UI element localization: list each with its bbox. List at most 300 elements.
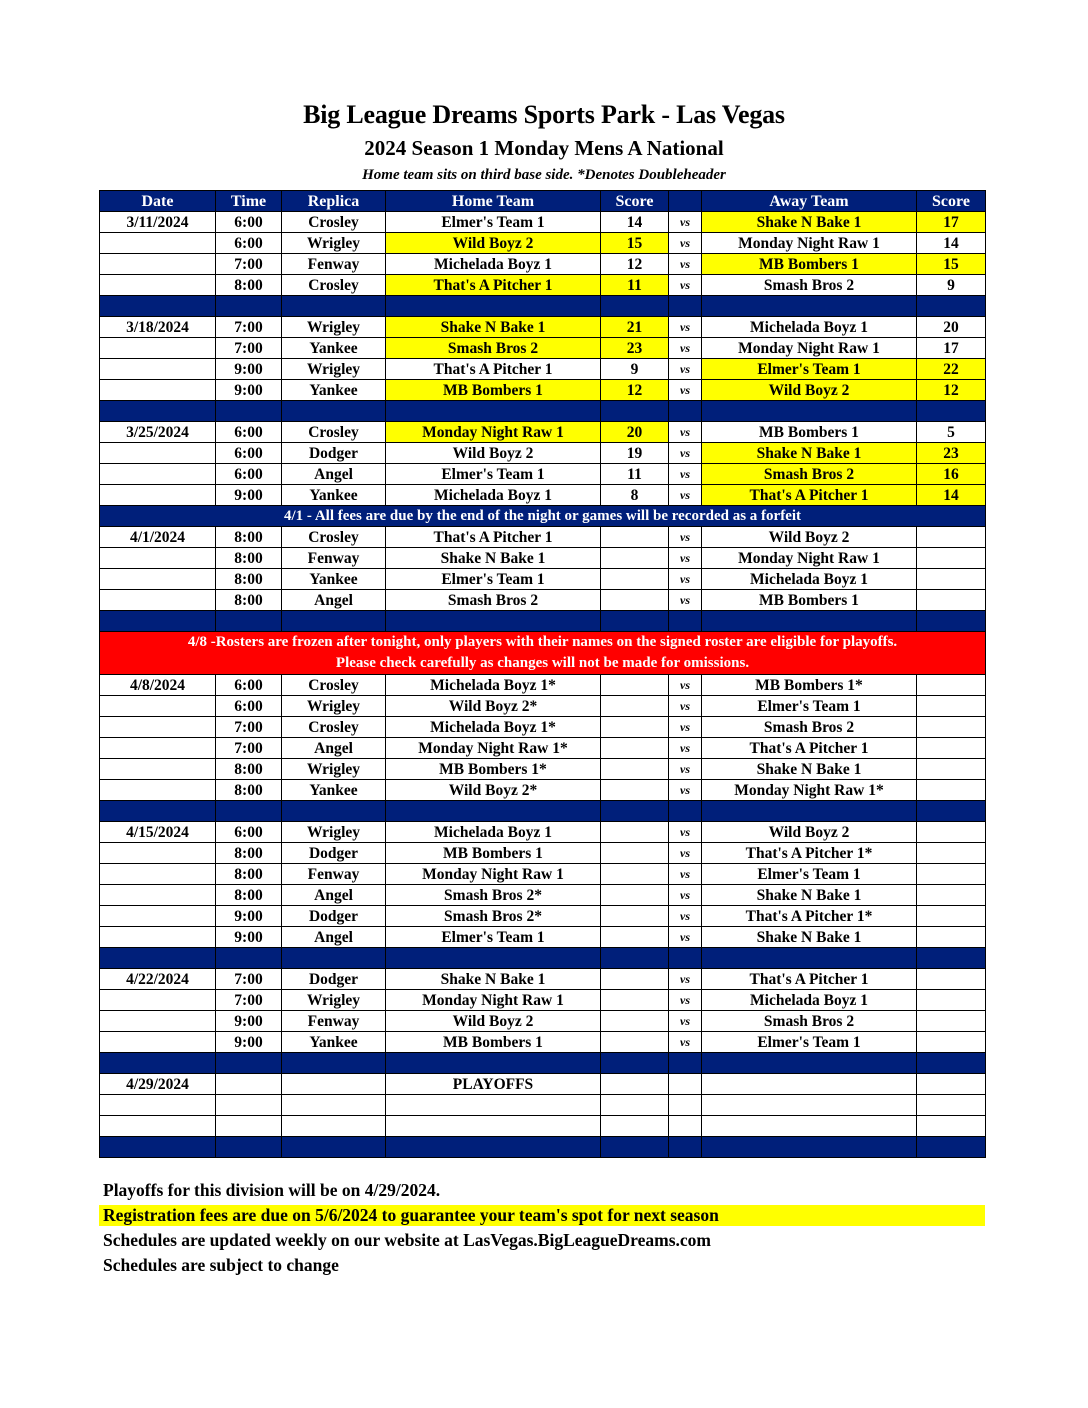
home-score-cell: 14 bbox=[601, 212, 669, 233]
table-row bbox=[100, 590, 986, 611]
date-cell bbox=[100, 927, 216, 948]
field-cell: Yankee bbox=[282, 569, 386, 590]
home-score-cell bbox=[601, 569, 669, 590]
separator-cell bbox=[702, 801, 917, 822]
table-row bbox=[100, 843, 986, 864]
time-cell: 8:00 bbox=[216, 780, 282, 801]
separator-cell bbox=[702, 948, 917, 969]
field-cell: Wrigley bbox=[282, 696, 386, 717]
home-team-cell: Smash Bros 2* bbox=[386, 906, 601, 927]
home-score-cell bbox=[601, 1074, 669, 1095]
home-score-cell: 12 bbox=[601, 380, 669, 401]
vs-cell: vs bbox=[669, 969, 702, 990]
separator-cell bbox=[702, 401, 917, 422]
vs-cell: vs bbox=[669, 927, 702, 948]
home-team-cell: Monday Night Raw 1* bbox=[386, 738, 601, 759]
home-score-cell bbox=[601, 1095, 669, 1116]
field-cell: Fenway bbox=[282, 548, 386, 569]
home-team-cell: MB Bombers 1* bbox=[386, 759, 601, 780]
home-score-cell bbox=[601, 906, 669, 927]
separator-cell bbox=[669, 611, 702, 632]
table-row bbox=[100, 1074, 986, 1095]
away-team-cell: Elmer's Team 1 bbox=[702, 1032, 917, 1053]
separator-cell bbox=[601, 611, 669, 632]
field-cell: Yankee bbox=[282, 338, 386, 359]
page-title: Big League Dreams Sports Park - Las Vegas bbox=[303, 100, 785, 129]
date-cell bbox=[100, 359, 216, 380]
time-cell: 9:00 bbox=[216, 927, 282, 948]
home-team-cell: Wild Boyz 2 bbox=[386, 443, 601, 464]
separator-row bbox=[100, 948, 986, 969]
away-team-cell: Smash Bros 2 bbox=[702, 717, 917, 738]
field-cell: Crosley bbox=[282, 212, 386, 233]
field-cell: Angel bbox=[282, 590, 386, 611]
time-cell: 7:00 bbox=[216, 969, 282, 990]
home-team-cell: MB Bombers 1 bbox=[386, 1032, 601, 1053]
home-score-cell bbox=[601, 527, 669, 548]
separator-cell bbox=[100, 611, 216, 632]
separator-cell bbox=[917, 801, 986, 822]
time-cell: 6:00 bbox=[216, 443, 282, 464]
away-score-cell bbox=[917, 590, 986, 611]
table-row bbox=[100, 1095, 986, 1116]
time-cell: 8:00 bbox=[216, 527, 282, 548]
date-cell bbox=[100, 275, 216, 296]
date-cell bbox=[100, 254, 216, 275]
vs-cell: vs bbox=[669, 317, 702, 338]
home-score-cell bbox=[601, 990, 669, 1011]
home-team-cell: Shake N Bake 1 bbox=[386, 317, 601, 338]
field-cell: Yankee bbox=[282, 780, 386, 801]
away-score-cell: 20 bbox=[917, 317, 986, 338]
away-score-cell: 9 bbox=[917, 275, 986, 296]
field-cell: Wrigley bbox=[282, 233, 386, 254]
date-cell: 4/29/2024 bbox=[100, 1074, 216, 1095]
date-cell bbox=[100, 906, 216, 927]
vs-cell: vs bbox=[669, 422, 702, 443]
away-team-cell: MB Bombers 1 bbox=[702, 590, 917, 611]
date-cell bbox=[100, 569, 216, 590]
home-score-cell bbox=[601, 864, 669, 885]
website-note: Schedules are updated weekly on our website at LasVegas.BigLeagueDreams.com bbox=[103, 1230, 711, 1250]
home-team-cell: Wild Boyz 2 bbox=[386, 233, 601, 254]
field-cell: Crosley bbox=[282, 275, 386, 296]
table-row bbox=[100, 485, 986, 506]
home-team-cell: Wild Boyz 2* bbox=[386, 696, 601, 717]
separator-cell bbox=[386, 948, 601, 969]
date-cell bbox=[100, 990, 216, 1011]
time-cell: 6:00 bbox=[216, 675, 282, 696]
home-team-cell bbox=[386, 1095, 601, 1116]
home-team-cell: That's A Pitcher 1 bbox=[386, 359, 601, 380]
separator-cell bbox=[100, 1137, 216, 1158]
away-score-cell: 14 bbox=[917, 233, 986, 254]
separator-cell bbox=[601, 948, 669, 969]
home-score-cell: 23 bbox=[601, 338, 669, 359]
away-team-cell: MB Bombers 1* bbox=[702, 675, 917, 696]
date-cell bbox=[100, 233, 216, 254]
field-cell: Crosley bbox=[282, 527, 386, 548]
home-score-cell bbox=[601, 969, 669, 990]
away-team-cell: Monday Night Raw 1 bbox=[702, 233, 917, 254]
home-team-cell: Elmer's Team 1 bbox=[386, 212, 601, 233]
vs-cell: vs bbox=[669, 780, 702, 801]
time-cell bbox=[216, 1095, 282, 1116]
away-team-cell: Shake N Bake 1 bbox=[702, 927, 917, 948]
away-team-cell: That's A Pitcher 1 bbox=[702, 969, 917, 990]
separator-cell bbox=[386, 401, 601, 422]
separator-cell bbox=[386, 1053, 601, 1074]
table-row bbox=[100, 927, 986, 948]
separator-cell bbox=[917, 948, 986, 969]
date-cell bbox=[100, 1032, 216, 1053]
home-team-cell: Elmer's Team 1 bbox=[386, 464, 601, 485]
table-row bbox=[100, 338, 986, 359]
home-score-cell: 21 bbox=[601, 317, 669, 338]
away-score-cell bbox=[917, 1095, 986, 1116]
home-team-cell: Smash Bros 2* bbox=[386, 885, 601, 906]
away-team-cell: That's A Pitcher 1 bbox=[702, 738, 917, 759]
date-cell bbox=[100, 696, 216, 717]
separator-cell bbox=[100, 296, 216, 317]
time-cell bbox=[216, 1074, 282, 1095]
table-row bbox=[100, 1032, 986, 1053]
playoffs-note: Playoffs for this division will be on 4/29/2024. bbox=[103, 1180, 441, 1200]
separator-cell bbox=[282, 1137, 386, 1158]
separator-cell bbox=[601, 1053, 669, 1074]
field-cell: Crosley bbox=[282, 717, 386, 738]
date-cell bbox=[100, 717, 216, 738]
home-score-cell bbox=[601, 738, 669, 759]
vs-cell: vs bbox=[669, 864, 702, 885]
roster-alert-row bbox=[100, 632, 986, 675]
away-team-cell: Smash Bros 2 bbox=[702, 1011, 917, 1032]
vs-cell: vs bbox=[669, 1032, 702, 1053]
table-row bbox=[100, 359, 986, 380]
vs-cell: vs bbox=[669, 717, 702, 738]
away-team-cell: Michelada Boyz 1 bbox=[702, 569, 917, 590]
vs-cell bbox=[669, 1074, 702, 1095]
home-score-cell bbox=[601, 822, 669, 843]
time-cell: 8:00 bbox=[216, 569, 282, 590]
away-score-cell bbox=[917, 1011, 986, 1032]
vs-cell: vs bbox=[669, 527, 702, 548]
home-team-cell: PLAYOFFS bbox=[386, 1074, 601, 1095]
vs-cell: vs bbox=[669, 233, 702, 254]
separator-row bbox=[100, 1053, 986, 1074]
separator-row bbox=[100, 296, 986, 317]
schedule-body bbox=[100, 212, 986, 1158]
vs-cell: vs bbox=[669, 1011, 702, 1032]
vs-cell: vs bbox=[669, 254, 702, 275]
home-team-cell: That's A Pitcher 1 bbox=[386, 527, 601, 548]
away-score-cell bbox=[917, 1116, 986, 1137]
time-cell: 6:00 bbox=[216, 696, 282, 717]
home-team-cell: Michelada Boyz 1* bbox=[386, 717, 601, 738]
home-score-cell: 12 bbox=[601, 254, 669, 275]
field-cell bbox=[282, 1116, 386, 1137]
date-cell bbox=[100, 1116, 216, 1137]
away-team-cell bbox=[702, 1095, 917, 1116]
date-cell bbox=[100, 590, 216, 611]
date-cell: 4/1/2024 bbox=[100, 527, 216, 548]
home-score-cell: 20 bbox=[601, 422, 669, 443]
home-score-cell bbox=[601, 590, 669, 611]
away-score-cell bbox=[917, 906, 986, 927]
separator-cell bbox=[669, 948, 702, 969]
vs-cell: vs bbox=[669, 885, 702, 906]
separator-cell bbox=[669, 401, 702, 422]
away-team-cell: MB Bombers 1 bbox=[702, 422, 917, 443]
roster-alert bbox=[100, 632, 986, 675]
away-score-cell bbox=[917, 548, 986, 569]
field-cell: Fenway bbox=[282, 1011, 386, 1032]
away-team-cell: Wild Boyz 2 bbox=[702, 527, 917, 548]
field-cell: Crosley bbox=[282, 422, 386, 443]
field-cell: Wrigley bbox=[282, 759, 386, 780]
registration-note: Registration fees are due on 5/6/2024 to guarantee your team's spot for next season bbox=[99, 1205, 985, 1226]
time-cell: 8:00 bbox=[216, 885, 282, 906]
table-row bbox=[100, 212, 986, 233]
vs-cell: vs bbox=[669, 569, 702, 590]
away-score-cell bbox=[917, 990, 986, 1011]
home-team-cell: Shake N Bake 1 bbox=[386, 969, 601, 990]
time-cell: 7:00 bbox=[216, 254, 282, 275]
roster-alert-line: Please check carefully as changes will not be made for omissions. bbox=[335, 655, 750, 671]
vs-cell: vs bbox=[669, 380, 702, 401]
date-cell bbox=[100, 464, 216, 485]
separator-cell bbox=[100, 801, 216, 822]
vs-cell: vs bbox=[669, 464, 702, 485]
away-team-cell: That's A Pitcher 1* bbox=[702, 843, 917, 864]
date-cell bbox=[100, 443, 216, 464]
away-team-cell: Smash Bros 2 bbox=[702, 275, 917, 296]
date-cell bbox=[100, 485, 216, 506]
field-cell: Crosley bbox=[282, 675, 386, 696]
separator-cell bbox=[216, 296, 282, 317]
time-cell: 8:00 bbox=[216, 843, 282, 864]
home-team-cell: MB Bombers 1 bbox=[386, 843, 601, 864]
vs-cell: vs bbox=[669, 212, 702, 233]
separator-cell bbox=[386, 1137, 601, 1158]
separator-cell bbox=[216, 801, 282, 822]
field-cell: Dodger bbox=[282, 906, 386, 927]
away-score-cell: 5 bbox=[917, 422, 986, 443]
separator-cell bbox=[601, 1137, 669, 1158]
time-cell: 7:00 bbox=[216, 738, 282, 759]
home-team-cell bbox=[386, 1116, 601, 1137]
away-score-cell: 17 bbox=[917, 338, 986, 359]
home-team-cell: Wild Boyz 2* bbox=[386, 780, 601, 801]
away-score-cell bbox=[917, 1032, 986, 1053]
separator-cell bbox=[282, 801, 386, 822]
away-team-cell: Michelada Boyz 1 bbox=[702, 317, 917, 338]
away-team-cell: MB Bombers 1 bbox=[702, 254, 917, 275]
date-cell: 4/22/2024 bbox=[100, 969, 216, 990]
field-cell: Dodger bbox=[282, 843, 386, 864]
field-cell: Yankee bbox=[282, 1032, 386, 1053]
separator-cell bbox=[216, 611, 282, 632]
separator-cell bbox=[386, 801, 601, 822]
table-row bbox=[100, 1116, 986, 1137]
field-cell: Angel bbox=[282, 927, 386, 948]
table-row bbox=[100, 569, 986, 590]
away-team-cell: Michelada Boyz 1 bbox=[702, 990, 917, 1011]
separator-cell bbox=[917, 296, 986, 317]
table-header-row bbox=[100, 191, 986, 212]
vs-cell: vs bbox=[669, 906, 702, 927]
field-cell: Wrigley bbox=[282, 822, 386, 843]
home-team-cell: Shake N Bake 1 bbox=[386, 548, 601, 569]
home-score-cell: 9 bbox=[601, 359, 669, 380]
vs-cell bbox=[669, 1116, 702, 1137]
table-row bbox=[100, 422, 986, 443]
home-score-cell bbox=[601, 759, 669, 780]
fees-banner: 4/1 - All fees are due by the end of the night or games will be recorded as a forfeit bbox=[100, 506, 986, 527]
time-cell: 7:00 bbox=[216, 717, 282, 738]
away-score-cell: 15 bbox=[917, 254, 986, 275]
field-cell bbox=[282, 1095, 386, 1116]
table-row bbox=[100, 1011, 986, 1032]
separator-cell bbox=[669, 801, 702, 822]
field-cell: Yankee bbox=[282, 380, 386, 401]
date-cell bbox=[100, 1095, 216, 1116]
date-cell: 4/15/2024 bbox=[100, 822, 216, 843]
time-cell: 7:00 bbox=[216, 338, 282, 359]
date-cell bbox=[100, 1011, 216, 1032]
away-score-cell: 16 bbox=[917, 464, 986, 485]
time-cell: 8:00 bbox=[216, 590, 282, 611]
date-cell bbox=[100, 759, 216, 780]
separator-row bbox=[100, 401, 986, 422]
separator-cell bbox=[216, 948, 282, 969]
header-time: Time bbox=[216, 191, 282, 212]
field-cell: Angel bbox=[282, 885, 386, 906]
away-team-cell: Wild Boyz 2 bbox=[702, 380, 917, 401]
header-home-team: Home Team bbox=[386, 191, 601, 212]
away-score-cell: 23 bbox=[917, 443, 986, 464]
vs-cell: vs bbox=[669, 990, 702, 1011]
time-cell: 6:00 bbox=[216, 212, 282, 233]
separator-row bbox=[100, 611, 986, 632]
date-cell bbox=[100, 338, 216, 359]
separator-cell bbox=[216, 401, 282, 422]
table-row bbox=[100, 864, 986, 885]
separator-cell bbox=[100, 1053, 216, 1074]
table-row bbox=[100, 464, 986, 485]
home-team-cell: Michelada Boyz 1* bbox=[386, 675, 601, 696]
away-score-cell bbox=[917, 717, 986, 738]
date-cell bbox=[100, 885, 216, 906]
home-team-cell: That's A Pitcher 1 bbox=[386, 275, 601, 296]
table-row bbox=[100, 380, 986, 401]
time-cell: 9:00 bbox=[216, 380, 282, 401]
separator-cell bbox=[601, 801, 669, 822]
date-cell: 4/8/2024 bbox=[100, 675, 216, 696]
vs-cell bbox=[669, 1095, 702, 1116]
home-team-cell: Michelada Boyz 1 bbox=[386, 822, 601, 843]
separator-cell bbox=[216, 1053, 282, 1074]
field-cell: Wrigley bbox=[282, 317, 386, 338]
home-team-cell: Elmer's Team 1 bbox=[386, 927, 601, 948]
vs-cell: vs bbox=[669, 275, 702, 296]
field-cell bbox=[282, 1074, 386, 1095]
time-cell: 8:00 bbox=[216, 275, 282, 296]
time-cell: 8:00 bbox=[216, 759, 282, 780]
table-row bbox=[100, 969, 986, 990]
fees-banner-row bbox=[100, 506, 986, 527]
date-cell: 3/11/2024 bbox=[100, 212, 216, 233]
home-team-cell: Wild Boyz 2 bbox=[386, 1011, 601, 1032]
separator-cell bbox=[386, 611, 601, 632]
home-team-cell: Michelada Boyz 1 bbox=[386, 485, 601, 506]
table-row bbox=[100, 906, 986, 927]
schedule-table bbox=[99, 190, 986, 1158]
date-cell bbox=[100, 548, 216, 569]
header-away-score: Score bbox=[917, 191, 986, 212]
home-score-cell bbox=[601, 927, 669, 948]
away-score-cell bbox=[917, 843, 986, 864]
away-score-cell bbox=[917, 759, 986, 780]
home-score-cell: 11 bbox=[601, 275, 669, 296]
separator-cell bbox=[282, 401, 386, 422]
separator-cell bbox=[100, 948, 216, 969]
home-score-cell bbox=[601, 675, 669, 696]
separator-cell bbox=[282, 296, 386, 317]
time-cell: 9:00 bbox=[216, 359, 282, 380]
table-row bbox=[100, 990, 986, 1011]
away-team-cell: Shake N Bake 1 bbox=[702, 759, 917, 780]
time-cell: 6:00 bbox=[216, 422, 282, 443]
away-team-cell: Shake N Bake 1 bbox=[702, 885, 917, 906]
time-cell: 6:00 bbox=[216, 464, 282, 485]
home-team-cell: Monday Night Raw 1 bbox=[386, 990, 601, 1011]
vs-cell: vs bbox=[669, 738, 702, 759]
home-score-cell: 19 bbox=[601, 443, 669, 464]
away-team-cell: Monday Night Raw 1* bbox=[702, 780, 917, 801]
time-cell: 8:00 bbox=[216, 548, 282, 569]
away-team-cell: Wild Boyz 2 bbox=[702, 822, 917, 843]
away-score-cell bbox=[917, 927, 986, 948]
field-cell: Dodger bbox=[282, 443, 386, 464]
date-cell: 3/18/2024 bbox=[100, 317, 216, 338]
separator-cell bbox=[702, 1053, 917, 1074]
home-score-cell: 8 bbox=[601, 485, 669, 506]
date-cell bbox=[100, 780, 216, 801]
separator-cell bbox=[917, 1137, 986, 1158]
page-subtitle: 2024 Season 1 Monday Mens A National bbox=[364, 136, 724, 160]
away-team-cell: Elmer's Team 1 bbox=[702, 696, 917, 717]
away-score-cell bbox=[917, 675, 986, 696]
doubleheader-note: Home team sits on third base side. *Denotes Doubleheader bbox=[362, 167, 726, 183]
away-team-cell: That's A Pitcher 1 bbox=[702, 485, 917, 506]
time-cell: 9:00 bbox=[216, 906, 282, 927]
field-cell: Wrigley bbox=[282, 990, 386, 1011]
field-cell: Yankee bbox=[282, 485, 386, 506]
vs-cell: vs bbox=[669, 675, 702, 696]
away-team-cell: Shake N Bake 1 bbox=[702, 443, 917, 464]
separator-cell bbox=[282, 1053, 386, 1074]
home-team-cell: Michelada Boyz 1 bbox=[386, 254, 601, 275]
home-score-cell bbox=[601, 843, 669, 864]
table-row bbox=[100, 717, 986, 738]
away-team-cell: Elmer's Team 1 bbox=[702, 864, 917, 885]
time-cell: 6:00 bbox=[216, 233, 282, 254]
home-score-cell bbox=[601, 780, 669, 801]
table-row bbox=[100, 822, 986, 843]
table-row bbox=[100, 675, 986, 696]
date-cell bbox=[100, 864, 216, 885]
